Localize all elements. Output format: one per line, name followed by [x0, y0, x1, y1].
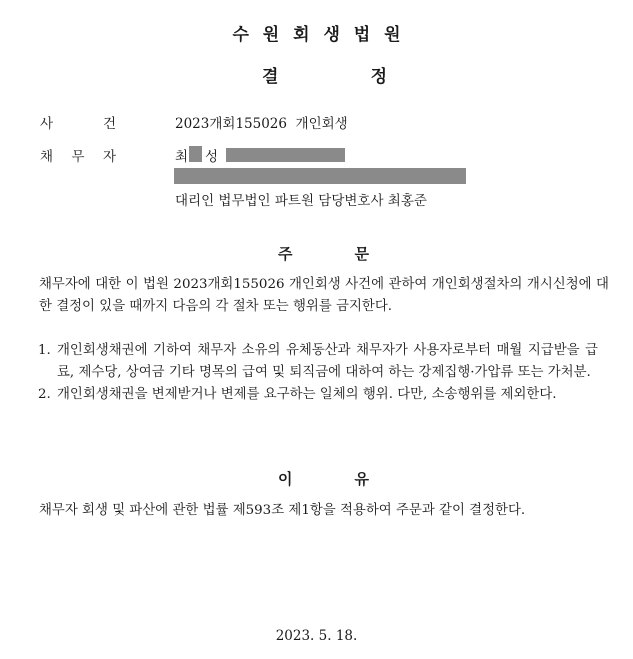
order-item-number: 2. — [38, 387, 51, 402]
debtor-name-first: 최 — [175, 149, 189, 165]
reason-heading — [278, 468, 369, 489]
case-number: 2023개회155026 개인회생 — [175, 116, 348, 132]
document-title-char-2: 정 — [370, 67, 387, 87]
reason-heading-char-1: 이 — [278, 470, 293, 488]
order-heading-char-1: 주 — [278, 245, 293, 263]
order-item-text: 개인회생채권에 기하여 채무자 소유의 유체동산과 채무자가 사용자로부터 매월 지급받을 급료, 제수당, 상여금 기타 명목의 급여 및 퇴직금에 대하여 하는 강제집행·가압류 또는 가처분. — [57, 343, 598, 380]
redaction-address — [174, 168, 466, 184]
order-item-text: 개인회생채권을 변제받거나 변제를 요구하는 일체의 행위. 다만, 소송행위를 제외한다. — [57, 387, 557, 402]
case-label-char-1: 사 — [40, 116, 54, 132]
debtor-label-char-2: 무 — [71, 149, 85, 165]
decision-date: 2023. 5. 18. — [275, 628, 358, 644]
debtor-label-char-3: 자 — [102, 149, 116, 165]
document-title — [262, 62, 387, 87]
order-item — [38, 384, 598, 406]
case-label-char-2: 건 — [102, 116, 116, 132]
order-item — [38, 340, 598, 384]
debtor-label — [40, 145, 116, 165]
redaction-id-number — [226, 148, 345, 162]
debtor-label-char-1: 채 — [40, 149, 54, 165]
debtor-representative: 대리인 법무법인 파트원 담당변호사 최홍준 — [175, 193, 427, 209]
document-title-char-1: 결 — [262, 67, 279, 87]
order-paragraph: 채무자에 대한 이 법원 2023개회155026 개인회생 사건에 관하여 개인회생절차의 개시신청에 대한 결정이 있을 때까지 다음의 각 절차 또는 행위를 금지한다. — [39, 277, 609, 314]
order-item-list — [38, 340, 598, 406]
order-heading-char-2: 문 — [354, 245, 369, 263]
case-label — [40, 112, 116, 132]
order-heading — [278, 243, 369, 264]
redaction-name-middle — [189, 146, 202, 162]
debtor-name-last: 성 — [205, 149, 219, 165]
reason-paragraph: 채무자 회생 및 파산에 관한 법률 제593조 제1항을 적용하여 주문과 같이 결정한다. — [39, 503, 526, 518]
court-name: 수 원 회 생 법 원 — [232, 25, 401, 45]
order-item-number: 1. — [38, 343, 51, 358]
reason-heading-char-2: 유 — [354, 470, 369, 488]
